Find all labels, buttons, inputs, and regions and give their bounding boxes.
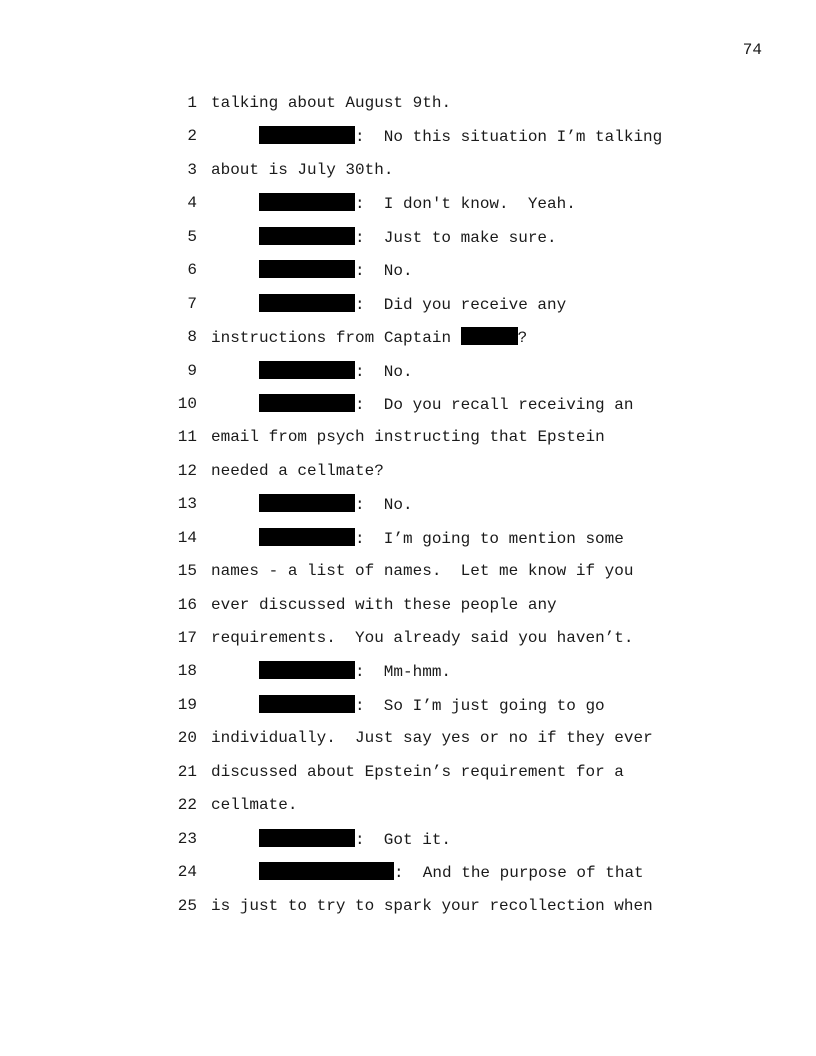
line-text: names - a list of names. Let me know if you [211, 562, 634, 581]
transcript-line [0, 494, 816, 527]
transcript-line [0, 762, 816, 795]
speaker-turn [259, 193, 576, 214]
line-text: discussed about Epstein’s requirement for a [211, 762, 624, 781]
transcript-line [0, 829, 816, 862]
redacted-speaker-name [259, 126, 355, 144]
speaker-turn [259, 494, 413, 515]
line-text: about is July 30th. [211, 160, 394, 179]
redacted-speaker-name [259, 862, 394, 880]
transcript-line [0, 695, 816, 728]
transcript-line [0, 628, 816, 661]
line-text: : No. [355, 362, 413, 381]
line-text: : No. [355, 262, 413, 281]
transcript-line [0, 461, 816, 494]
redacted-speaker-name [259, 661, 355, 679]
line-text: : I don't know. Yeah. [355, 195, 576, 214]
line-text: : Do you recall receiving an [355, 395, 634, 414]
line-text: individually. Just say yes or no if they ever [211, 729, 653, 748]
line-number: 16 [177, 595, 197, 614]
line-text: : Got it. [355, 830, 452, 849]
line-number: 1 [187, 94, 197, 112]
redacted-name [461, 327, 518, 345]
transcript-line [0, 561, 816, 594]
transcript-line [0, 427, 816, 460]
line-text: talking about August 9th. [211, 94, 452, 112]
line-text: : Mm-hmm. [355, 663, 452, 682]
line-number: 18 [177, 662, 197, 681]
line-number: 6 [187, 261, 197, 280]
redacted-speaker-name [259, 193, 355, 211]
transcript-line [0, 728, 816, 761]
line-number: 3 [187, 160, 197, 179]
line-number: 11 [177, 428, 197, 447]
transcript-line [0, 896, 816, 929]
line-text: : I’m going to mention some [355, 529, 624, 548]
line-number: 19 [177, 695, 197, 714]
speaker-turn [259, 227, 557, 248]
line-number: 4 [187, 194, 197, 213]
redacted-speaker-name [259, 394, 355, 412]
line-number: 9 [187, 361, 197, 380]
speaker-turn [259, 394, 633, 415]
line-text: needed a cellmate? [211, 461, 384, 480]
redacted-speaker-name [259, 260, 355, 278]
transcript-line [0, 294, 816, 327]
line-number: 20 [177, 729, 197, 748]
speaker-turn [259, 829, 451, 850]
line-text: : No this situation I’m talking [355, 128, 663, 147]
line-number: 23 [177, 829, 197, 848]
transcript-line [0, 361, 816, 394]
line-number: 24 [177, 863, 197, 882]
line-number: 21 [177, 762, 197, 781]
line-text: email from psych instructing that Epstein [211, 428, 605, 447]
line-text: cellmate. [211, 796, 298, 815]
line-number: 8 [187, 328, 197, 347]
line-text: : Did you receive any [355, 295, 567, 314]
line-text: : No. [355, 496, 413, 515]
transcript-line [0, 862, 816, 895]
line-text [211, 327, 527, 348]
line-number: 17 [177, 629, 197, 647]
line-text-after: ? [517, 329, 528, 348]
transcript-line [0, 661, 816, 694]
redacted-speaker-name [259, 361, 355, 379]
redacted-speaker-name [259, 227, 355, 245]
line-number: 22 [177, 796, 197, 815]
transcript-line [0, 260, 816, 293]
transcript-line [0, 394, 816, 427]
line-number: 10 [177, 394, 197, 413]
speaker-turn [259, 260, 413, 281]
speaker-turn [259, 361, 413, 382]
line-text-before: instructions from Captain [211, 329, 461, 348]
line-text: : Just to make sure. [355, 228, 557, 247]
redacted-speaker-name [259, 494, 355, 512]
page-number: 74 [742, 41, 762, 59]
transcript [0, 93, 816, 929]
transcript-line [0, 595, 816, 628]
speaker-turn [259, 661, 451, 682]
speaker-turn [259, 528, 624, 549]
line-text: : So I’m just going to go [355, 696, 605, 715]
line-number: 5 [187, 227, 197, 246]
line-number: 25 [177, 896, 197, 915]
transcript-line [0, 93, 816, 126]
redacted-speaker-name [259, 294, 355, 312]
transcript-line [0, 795, 816, 828]
speaker-turn [259, 294, 566, 315]
transcript-line [0, 193, 816, 226]
line-number: 14 [177, 528, 197, 547]
line-text: : And the purpose of that [394, 864, 644, 883]
redacted-speaker-name [259, 528, 355, 546]
speaker-turn [259, 695, 605, 716]
line-text: ever discussed with these people any [211, 595, 557, 614]
line-number: 7 [187, 294, 197, 313]
line-text: is just to try to spark your recollection when [211, 896, 653, 915]
redacted-speaker-name [259, 695, 355, 713]
transcript-line [0, 327, 816, 360]
line-number: 12 [177, 461, 197, 480]
line-number: 13 [177, 495, 197, 514]
speaker-turn [259, 862, 644, 883]
redacted-speaker-name [259, 829, 355, 847]
transcript-line [0, 528, 816, 561]
line-number: 15 [177, 562, 197, 581]
line-text: requirements. You already said you haven’t. [211, 629, 634, 647]
transcript-line [0, 126, 816, 159]
line-number: 2 [187, 127, 197, 146]
transcript-line [0, 160, 816, 193]
transcript-line [0, 227, 816, 260]
speaker-turn [259, 126, 662, 147]
